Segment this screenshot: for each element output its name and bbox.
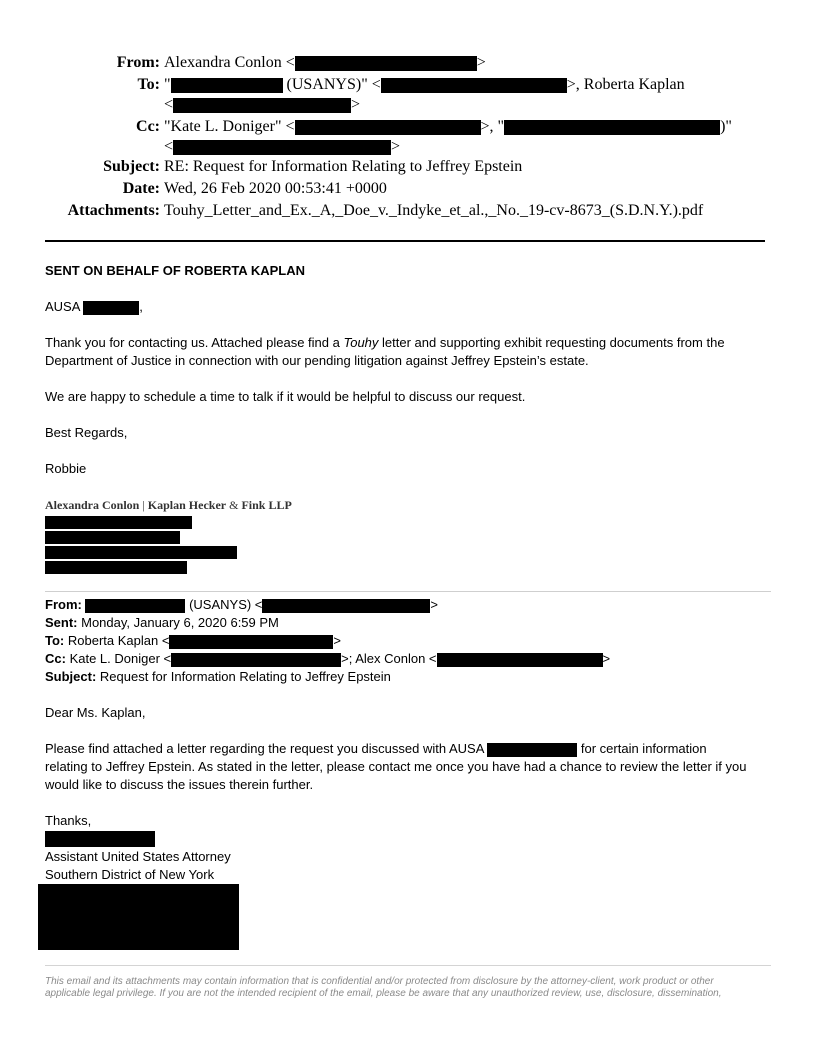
redaction-block xyxy=(262,599,430,613)
disclaimer-line-1: This email and its attachments may contain information that is confidential and/or protected from disclosure by the attorney-client, work product or other xyxy=(45,976,714,987)
orig-to-label: To: xyxy=(45,633,65,648)
subject-value: RE: Request for Information Relating to Jeffrey Epstein xyxy=(164,158,523,175)
separator-text: >, " xyxy=(480,118,505,135)
date-value: Wed, 26 Feb 2020 00:53:41 +0000 xyxy=(164,180,387,197)
text-span: Please find attached a letter regarding the request you discussed with AUSA xyxy=(45,741,488,756)
to-recipient: >, Roberta Kaplan xyxy=(566,76,685,93)
redaction-block xyxy=(169,635,333,649)
bracket-text: > xyxy=(430,597,438,612)
quote-text: " xyxy=(164,76,171,93)
redaction-block xyxy=(83,301,139,315)
disclaimer-line-2: applicable legal privilege. If you are not the intended recipient of the email, please be aware that any unauthorized review, use, disclosure, dissemination, xyxy=(45,988,722,999)
reply-closing: Best Regards, xyxy=(45,425,128,440)
orig-cc-value: Kate L. Doniger < xyxy=(65,651,172,666)
subject-label: Subject: xyxy=(103,158,160,175)
signature-ampersand: & xyxy=(226,498,242,512)
to-label: To: xyxy=(137,76,160,93)
from-name: Alexandra Conlon < xyxy=(164,54,295,71)
header-date-row xyxy=(0,178,816,200)
date-label: Date: xyxy=(122,180,160,197)
orig-cc-value-2: >; Alex Conlon < xyxy=(341,651,437,666)
orig-from-org: (USANYS) < xyxy=(185,597,263,612)
header-subject-row xyxy=(0,156,816,178)
orig-thanks: Thanks, xyxy=(45,813,92,828)
orig-subject-value: Request for Information Relating to Jeffrey Epstein xyxy=(96,669,391,684)
cc-label: Cc: xyxy=(136,118,160,135)
header-from-row xyxy=(0,52,816,74)
quote-text: )" xyxy=(720,118,732,135)
orig-subject-label: Subject: xyxy=(45,669,97,684)
text-span: letter and supporting exhibit requesting documents from the xyxy=(378,335,725,350)
signature-name: Alexandra Conlon xyxy=(45,498,140,512)
to-cont xyxy=(164,94,360,116)
header-cc-row xyxy=(0,116,816,138)
header-divider xyxy=(45,240,765,242)
orig-greeting: Dear Ms. Kaplan, xyxy=(45,705,146,720)
bracket-text: > xyxy=(351,96,361,113)
sent-on-behalf-line: SENT ON BEHALF OF ROBERTA KAPLAN xyxy=(45,263,305,278)
redaction-block xyxy=(295,120,481,135)
bracket-text: > xyxy=(476,54,486,71)
redaction-block xyxy=(45,831,155,847)
redaction-block xyxy=(171,78,283,93)
redaction-block xyxy=(295,56,477,71)
redaction-block xyxy=(437,653,603,667)
orig-sent-value: Monday, January 6, 2020 6:59 PM xyxy=(77,615,279,630)
redaction-block xyxy=(45,546,237,559)
orig-paragraph-line-2: relating to Jeffrey Epstein. As stated in the letter, please contact me once you have had a chance to review the letter if you xyxy=(45,759,747,774)
from-value xyxy=(164,52,486,74)
signature-separator: | xyxy=(139,498,148,512)
signature-firm: Kaplan Hecker xyxy=(147,498,227,512)
confidentiality-disclaimer xyxy=(45,976,775,1000)
orig-from-label: From: xyxy=(45,597,82,612)
bracket-text: < xyxy=(164,96,174,113)
salutation-text: AUSA xyxy=(45,299,84,314)
reply-paragraph-1-line-2: Department of Justice in connection with our pending litigation against Jeffrey Epstein’s estate. xyxy=(45,353,589,368)
redaction-block xyxy=(45,531,180,544)
orig-sent-row xyxy=(45,614,770,632)
attachments-label: Attachments: xyxy=(67,202,160,219)
text-span: for certain information xyxy=(577,741,707,756)
header-to-row xyxy=(0,74,816,96)
orig-from-row xyxy=(45,596,770,614)
header-attachments-row xyxy=(0,200,816,222)
signature-firm-2: Fink LLP xyxy=(241,498,292,512)
redaction-block xyxy=(38,884,239,950)
orig-signer-title: Assistant United States Attorney xyxy=(45,849,231,864)
to-value xyxy=(164,74,685,96)
from-label: From: xyxy=(116,54,160,71)
redaction-block xyxy=(173,98,351,113)
cc-value xyxy=(164,116,732,138)
redaction-block xyxy=(173,140,391,155)
touhy-emphasis: Touhy xyxy=(343,335,379,350)
original-message-divider xyxy=(45,591,771,592)
disclaimer-divider xyxy=(45,965,771,966)
to-org: (USANYS)" < xyxy=(282,76,381,93)
signature-line xyxy=(45,496,770,514)
reply-salutation xyxy=(45,298,770,316)
redaction-block xyxy=(85,599,185,613)
redaction-block xyxy=(45,561,187,574)
redaction-block xyxy=(487,743,577,757)
orig-to-row xyxy=(45,632,770,650)
orig-cc-row xyxy=(45,650,770,668)
orig-paragraph-line-3: would like to discuss the issues therein further. xyxy=(45,777,314,792)
orig-paragraph-line-1 xyxy=(45,740,770,758)
bracket-text: > xyxy=(602,651,611,666)
redaction-block xyxy=(45,516,192,529)
orig-cc-label: Cc: xyxy=(45,651,66,666)
orig-subject-row xyxy=(45,668,770,686)
bracket-text: > xyxy=(391,138,401,155)
redaction-block xyxy=(171,653,341,667)
orig-signer-office: Southern District of New York xyxy=(45,867,215,882)
comma-text: , xyxy=(139,299,143,314)
text-span: Thank you for contacting us. Attached please find a xyxy=(45,335,344,350)
cc-recipient: "Kate L. Doniger" < xyxy=(164,118,295,135)
orig-to-value: Roberta Kaplan < xyxy=(64,633,170,648)
orig-sent-label: Sent: xyxy=(45,615,78,630)
redaction-block xyxy=(504,120,720,135)
header-to-continuation xyxy=(0,94,816,116)
reply-paragraph-1-line-1 xyxy=(45,334,770,352)
redaction-block xyxy=(381,78,567,93)
bracket-text: > xyxy=(333,633,341,648)
cc-cont xyxy=(164,136,400,158)
bracket-text: < xyxy=(164,138,174,155)
attachment-filename[interactable]: Touhy_Letter_and_Ex._A,_Doe_v._Indyke_et_al.,_No._19-cv-8673_(S.D.N.Y.).pdf xyxy=(164,202,704,219)
reply-signoff: Robbie xyxy=(45,461,87,476)
header-cc-continuation xyxy=(0,136,816,158)
reply-paragraph-2: We are happy to schedule a time to talk if it would be helpful to discuss our request. xyxy=(45,389,526,404)
